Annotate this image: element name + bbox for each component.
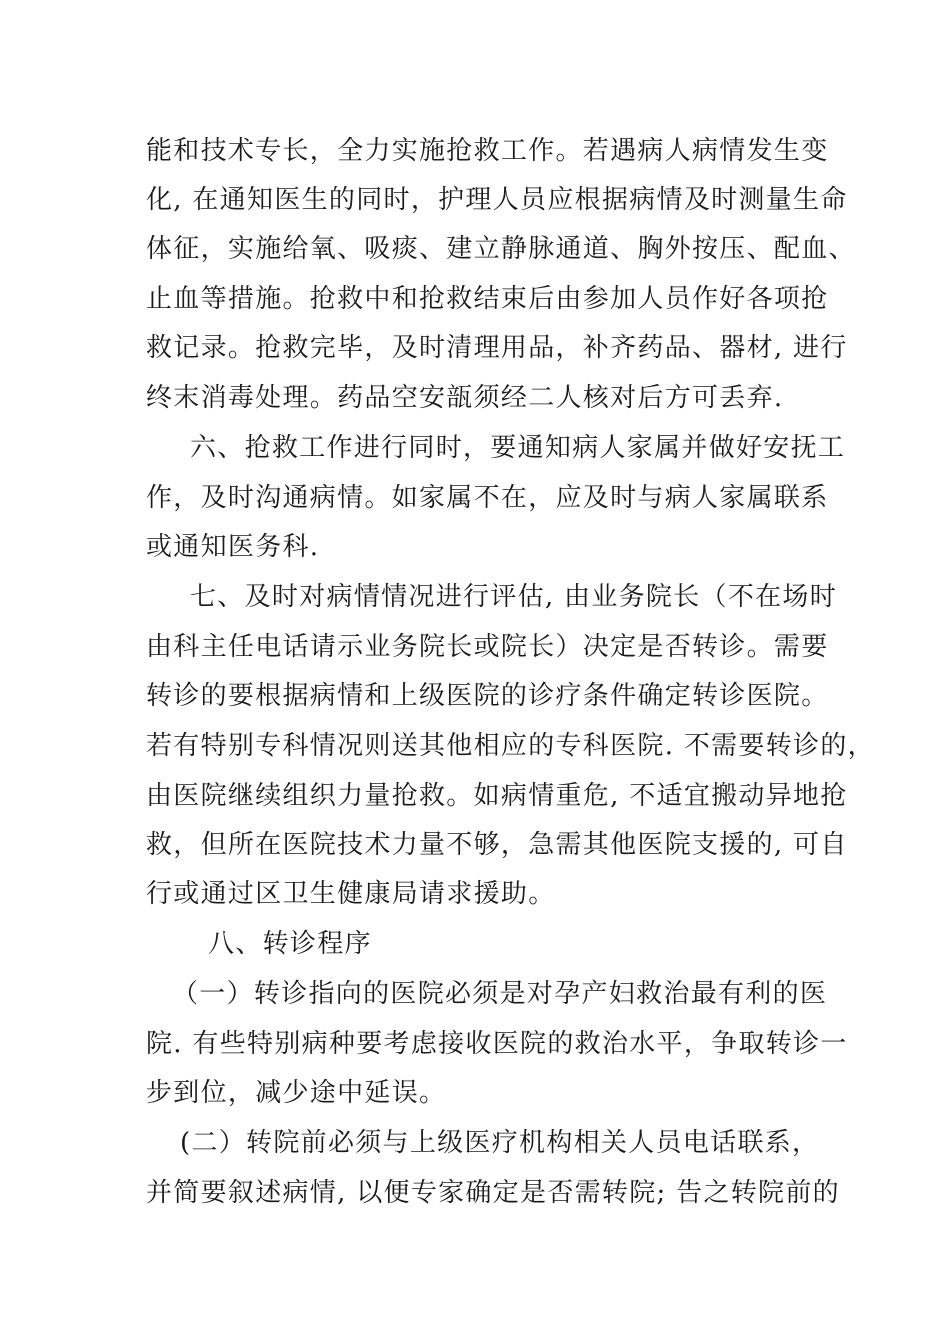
text-line: 并简要叙述病情, 以便专家确定是否需转院; 告之转院前的: [146, 1178, 840, 1208]
text-line: 化, 在通知医生的同时，护理人员应根据病情及时测量生命: [146, 185, 848, 215]
text-line: 终末消毒处理。药品空安瓿须经二人核对后方可丢弃.: [146, 383, 784, 413]
subsection-one-paragraph: （一）转诊指向的医院必须是对孕产妇救治最有利的医: [172, 979, 828, 1009]
text-line: 行或通过区卫生健康局请求援助。: [146, 879, 556, 909]
text-line: 若有特别专科情况则送其他相应的专科医院. 不需要转诊的，: [146, 731, 875, 761]
text-line: 止血等措施。抢救中和抢救结束后由参加人员作好各项抢: [146, 284, 829, 314]
text-line: 转诊的要根据病情和上级医院的诊疗条件确定转诊医院。: [146, 681, 829, 711]
text-line: 或通知医务科.: [146, 532, 320, 562]
subsection-two-paragraph: (二）转院前必须与上级医疗机构相关人员电话联系，: [180, 1128, 820, 1158]
text-line: 由科主任电话请示业务院长或院长）决定是否转诊。需要: [146, 632, 829, 662]
section-seven-paragraph: 七、及时对病情情况进行评估, 由业务院长（不在场时: [190, 582, 838, 612]
section-six-paragraph: 六、抢救工作进行同时，要通知病人家属并做好安抚工: [190, 433, 846, 463]
text-line: 由医院继续组织力量抢救。如病情重危, 不适宜搬动异地抢: [146, 781, 848, 811]
text-line: 能和技术专长，全力实施抢救工作。若遇病人病情发生变: [146, 136, 829, 166]
text-line: 作，及时沟通病情。如家属不在，应及时与病人家属联系: [146, 483, 829, 513]
text-line: 院. 有些特别病种要考虑接收医院的救治水平，争取转诊一: [146, 1029, 848, 1059]
text-line: 救，但所在医院技术力量不够，急需其他医院支援的, 可自: [146, 830, 848, 860]
text-line: 救记录。抢救完毕，及时清理用品，补齐药品、器材, 进行: [146, 333, 848, 363]
text-line: 步到位，减少途中延误。: [146, 1078, 447, 1108]
section-eight-heading: 八、转诊程序: [208, 929, 372, 959]
text-line: 体征，实施给氧、吸痰、建立静脉通道、胸外按压、配血、: [146, 234, 856, 264]
